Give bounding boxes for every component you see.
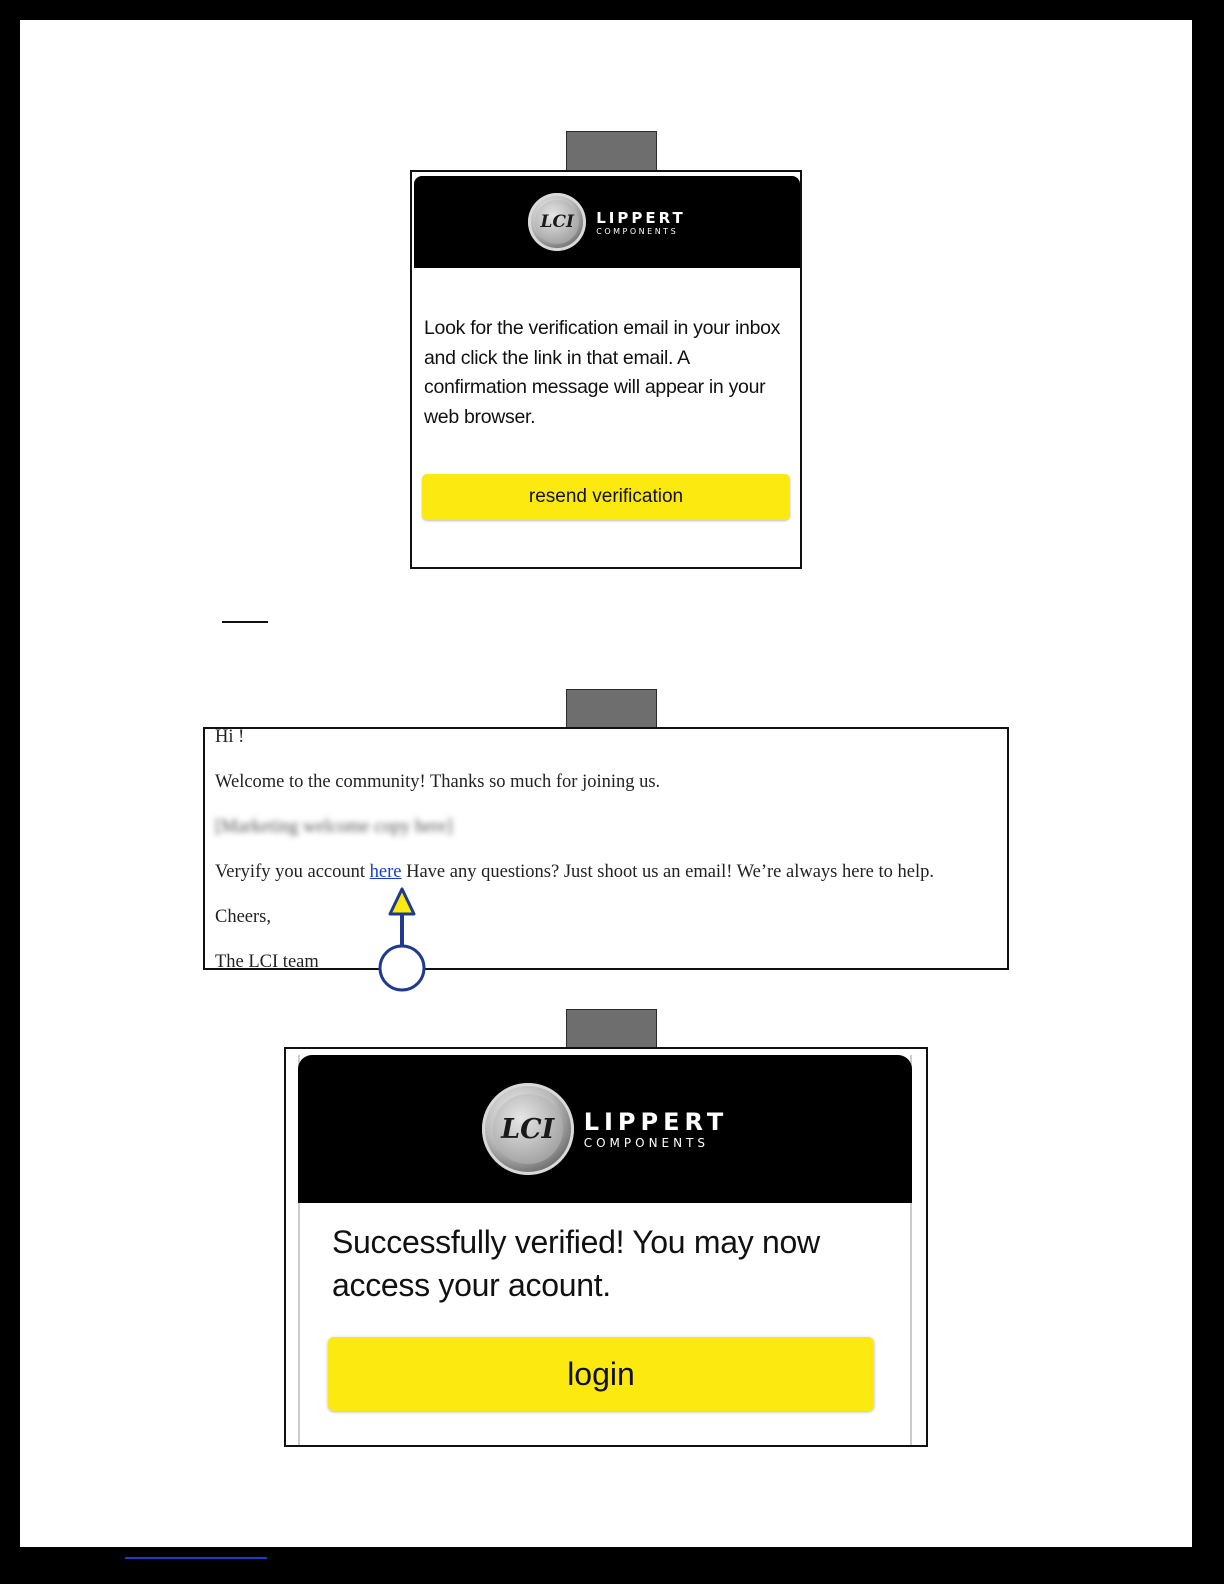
verification-email-card [203, 727, 1009, 970]
verification-instructions: Look for the verification email in your inbox and click the link in that email. A confirmation message will appear in your web browser. [424, 317, 781, 428]
brand-sub-large: COMPONENTS [583, 1136, 710, 1150]
lippert-logo [414, 176, 800, 268]
footer-link-underline [125, 1557, 267, 1559]
lippert-logo-large [298, 1055, 912, 1203]
success-message: Successfully verified! You may now access your acount. [332, 1224, 820, 1303]
step-tab-1 [566, 131, 657, 171]
brand-sub: COMPONENTS [596, 226, 679, 236]
lci-badge-icon-large [482, 1083, 574, 1175]
brand-header [414, 176, 800, 268]
divider-line [222, 621, 268, 623]
callout-arrow-icon [372, 886, 432, 996]
verify-link[interactable]: here [369, 862, 402, 882]
verification-pending-card [410, 170, 802, 569]
email-welcome: Welcome to the community! Thanks so much for joining us. [215, 772, 661, 792]
lci-badge-text-large: LCI [493, 1094, 563, 1164]
lci-badge-icon [528, 193, 586, 251]
verification-success-card [284, 1047, 928, 1447]
login-button[interactable]: login [328, 1337, 874, 1411]
email-greeting: Hi ! [215, 727, 245, 747]
verify-suffix: Have any questions? Just shoot us an email! We’re always here to help. [406, 862, 934, 882]
email-blurred-copy: [Marketing welcome copy here] [215, 817, 453, 837]
email-team: The LCI team [215, 952, 319, 970]
lci-badge-text: LCI [535, 200, 579, 244]
email-signoff: Cheers, [215, 907, 271, 927]
step-tab-2 [566, 689, 657, 729]
brand-header-large [298, 1055, 912, 1203]
verify-prefix: Veryify you account [215, 862, 366, 882]
step-tab-3 [566, 1009, 657, 1049]
document-page [20, 20, 1192, 1547]
email-verify-line [215, 862, 934, 883]
resend-verification-button[interactable]: resend verification [422, 474, 790, 520]
brand-name: LIPPERT [596, 208, 686, 227]
brand-name-large: LIPPERT [583, 1108, 729, 1136]
